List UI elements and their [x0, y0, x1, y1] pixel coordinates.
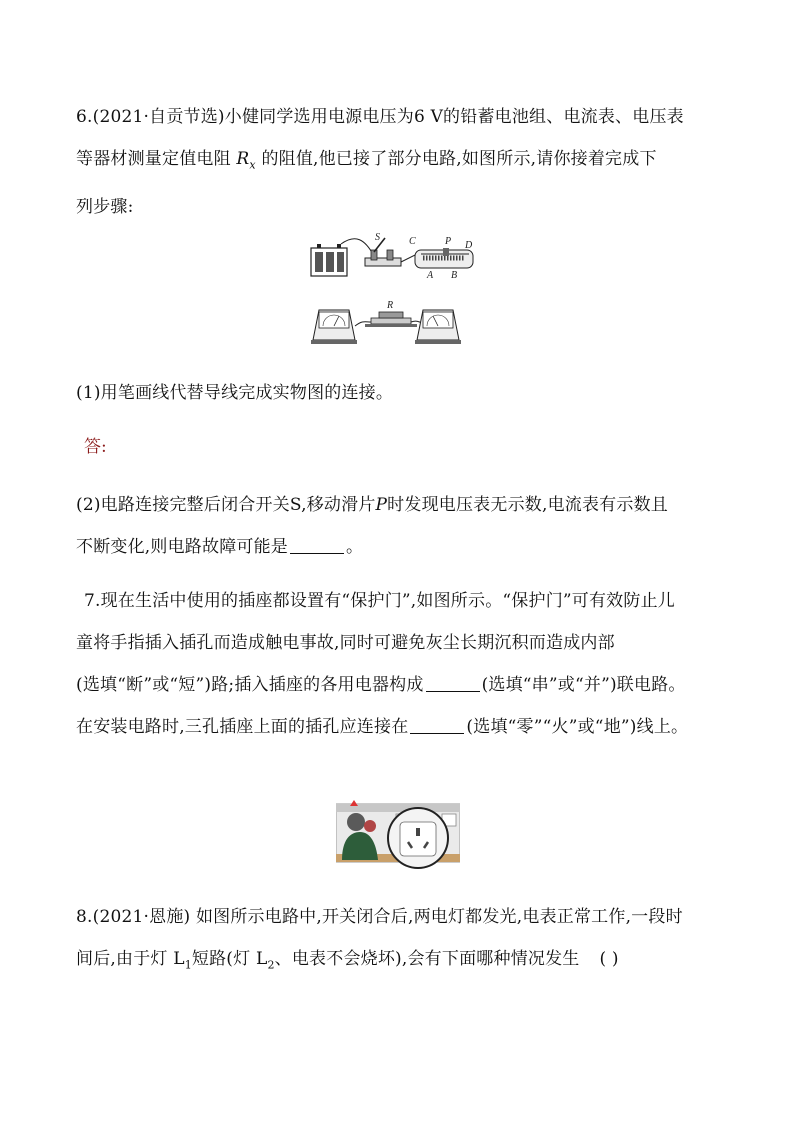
q6-line2b: 的阻值,他已接了部分电路,如图所示,请你接着完成下: [261, 149, 657, 169]
q6-line3: 列步骤:: [76, 197, 134, 218]
battery-icon: [311, 244, 347, 276]
resistor-icon: [365, 312, 417, 327]
rx-symbol: $R_x$: [236, 149, 256, 172]
q7-paragraph: [84, 580, 744, 622]
answer-parentheses[interactable]: ( ): [599, 949, 619, 969]
rheostat-icon: [415, 248, 473, 268]
label-p: P: [445, 236, 452, 247]
answer-label: 答:: [84, 437, 107, 457]
socket-figure: [336, 800, 460, 872]
q7-paragraph-rest: [76, 622, 736, 748]
ammeter-icon: [311, 310, 357, 344]
q7-line3b: (选填“串”或“并”)联电路。: [481, 675, 686, 695]
circuit-figure: [305, 230, 475, 350]
q7-line2: 童将手指插入插孔而造成触电事故,同时可避免灰尘长期沉积而造成内部: [76, 633, 615, 653]
label-a: A: [427, 270, 434, 281]
switch-icon: [365, 238, 401, 266]
label-c: C: [409, 236, 416, 247]
q7-line1: 7.现在生活中使用的插座都设置有“保护门”,如图所示。“保护门”可有效防止儿: [84, 591, 675, 611]
q7-line3a: (选填“断”或“短”)路;插入插座的各用电器构成: [76, 675, 424, 695]
child-icon: [347, 813, 365, 831]
label-b: B: [451, 270, 458, 281]
answer-blank[interactable]: [426, 671, 480, 692]
answer-blank[interactable]: [290, 533, 344, 554]
q8-line1: 8.(2021·恩施) 如图所示电路中,开关闭合后,两电灯都发光,电表正常工作,一段时: [76, 907, 683, 927]
q7-line4a: 在安装电路时,三孔插座上面的插孔应连接在: [76, 717, 409, 737]
q6-line2a: 等器材测量定值电阻: [76, 149, 231, 169]
label-s: S: [375, 232, 380, 243]
q6-paragraph: [76, 96, 736, 228]
answer-blank[interactable]: [410, 713, 464, 734]
q8-paragraph: 8.(2021·恩施) 如图所示电路中,开关闭合后,两电灯都发光,电表正常工作,一段时 间后,由于灯 $L_1$短路(灯 $L_2$、电表不会烧坏),会有下面哪种情况发生 ( ): [76, 896, 736, 986]
q7-line4b: (选填“零”“火”或“地”)线上。: [466, 717, 689, 737]
label-d: D: [465, 240, 473, 251]
q6-sub2: (2)电路连接完整后闭合开关S,移动滑片P时发现电压表无示数,电流表有示数且 不断变化,则电路故障可能是 。: [76, 495, 668, 557]
voltmeter-icon: [415, 310, 461, 344]
q6-sub1: (1)用笔画线代替导线完成实物图的连接。: [76, 383, 394, 403]
label-rx: R: [387, 300, 394, 311]
q6-line1: 6.(2021·自贡节选)小健同学选用电源电压为6 V的铅蓄电池组、电流表、电压表: [76, 107, 684, 127]
